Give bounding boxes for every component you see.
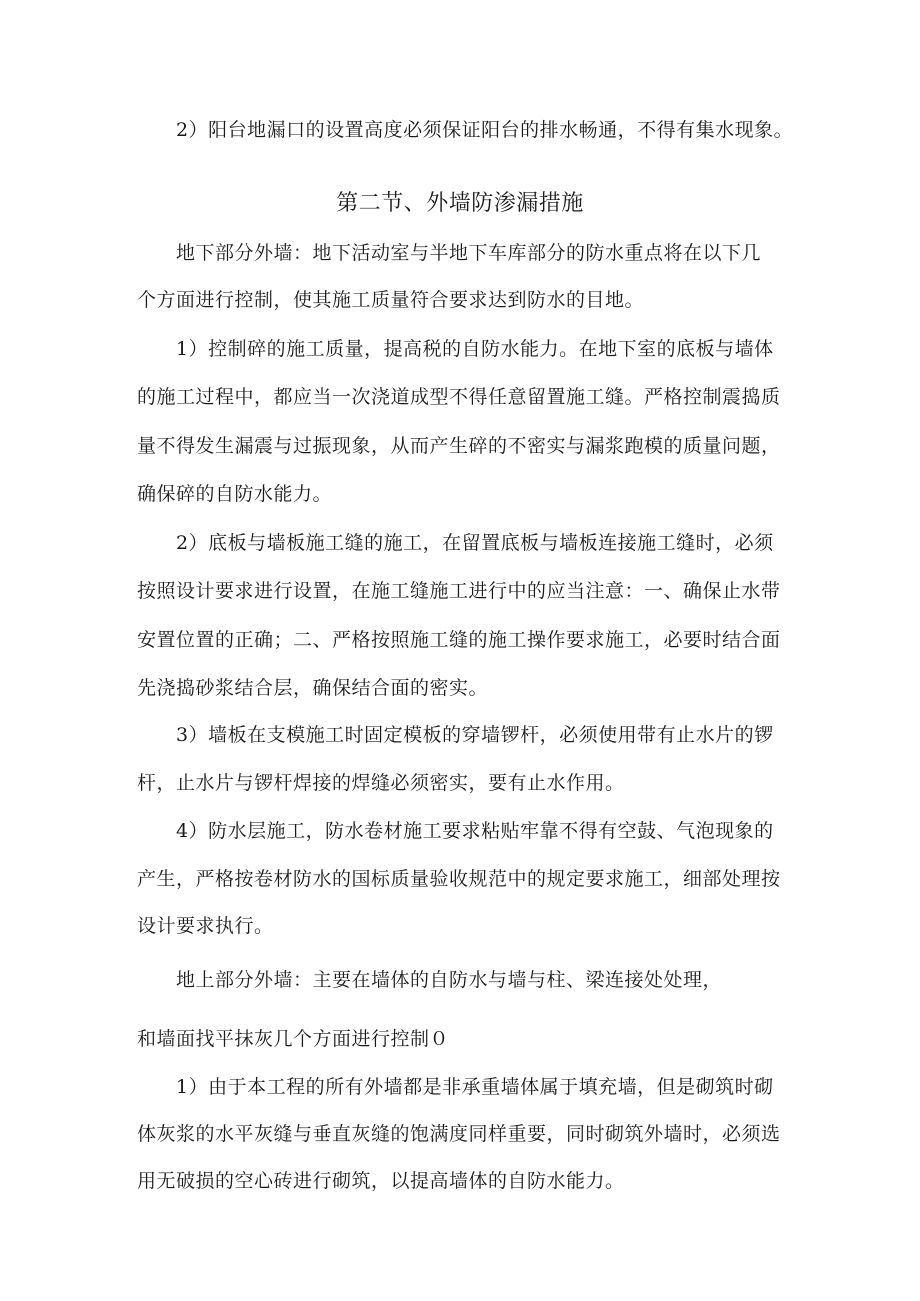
item-1-line-2: 的施工过程中，都应当一次浇道成型不得任意留置施工缝。严格控制震捣质: [137, 386, 781, 408]
item-3-line-1: 3）墙板在支模施工时固定模板的穿墙锣杆，必须使用带有止水片的锣: [176, 724, 774, 746]
item-1-line-3: 量不得发生漏震与过振现象，从而产生碎的不密实与漏浆跑模的质量问题，: [137, 435, 781, 457]
paragraph-aboveground-line-2: 和墙面找平抹灰几个方面进行控制０: [137, 1028, 450, 1050]
paragraph-underground-line-2: 个方面进行控制，使其施工质量符合要求达到防水的目地。: [137, 289, 645, 311]
item-5-line-3: 用无破损的空心砖进行砌筑，以提高墙体的自防水能力。: [137, 1170, 625, 1192]
item-1-line-4: 确保碎的自防水能力。: [137, 483, 333, 505]
item-2-line-4: 先浇捣砂浆结合层，确保结合面的密实。: [137, 677, 489, 699]
item-4-line-1: 4）防水层施工，防水卷材施工要求粘贴牢靠不得有空鼓、气泡现象的: [176, 820, 774, 842]
paragraph-balcony-drain: 2）阳台地漏口的设置高度必须保证阳台的排水畅通，不得有集水现象。: [176, 119, 794, 141]
paragraph-underground-line-1: 地下部分外墙：地下活动室与半地下车库部分的防水重点将在以下几: [176, 242, 762, 264]
item-2-line-3: 安置位置的正确；二、严格按照施工缝的施工操作要求施工，必要时结合面: [137, 629, 781, 651]
item-3-line-2: 杆，止水片与锣杆焊接的焊缝必须密实，要有止水作用。: [137, 772, 625, 794]
item-5-line-2: 体灰浆的水平灰缝与垂直灰缝的饱满度同样重要，同时砌筑外墙时，必须选: [137, 1123, 781, 1145]
item-2-line-1: 2）底板与墙板施工缝的施工，在留置底板与墙板连接施工缝时，必须: [176, 532, 774, 554]
paragraph-aboveground-line-1: 地上部分外墙：主要在墙体的自防水与墙与柱、梁连接处处理，: [176, 969, 723, 991]
item-4-line-2: 产生，严格按卷材防水的国标质量验收规范中的规定要求施工，细部处理按: [137, 868, 781, 890]
item-5-line-1: 1）由于本工程的所有外墙都是非承重墙体属于填充墙，但是砌筑时砌: [176, 1076, 774, 1098]
item-1-line-1: 1）控制碎的施工质量，提高税的自防水能力。在地下室的底板与墙体: [176, 338, 774, 360]
item-4-line-3: 设计要求执行。: [137, 915, 274, 937]
item-2-line-2: 按照设计要求进行设置，在施工缝施工进行中的应当注意：一、确保止水带: [137, 580, 781, 602]
section-title: 第二节、外墙防渗漏措施: [336, 191, 584, 216]
